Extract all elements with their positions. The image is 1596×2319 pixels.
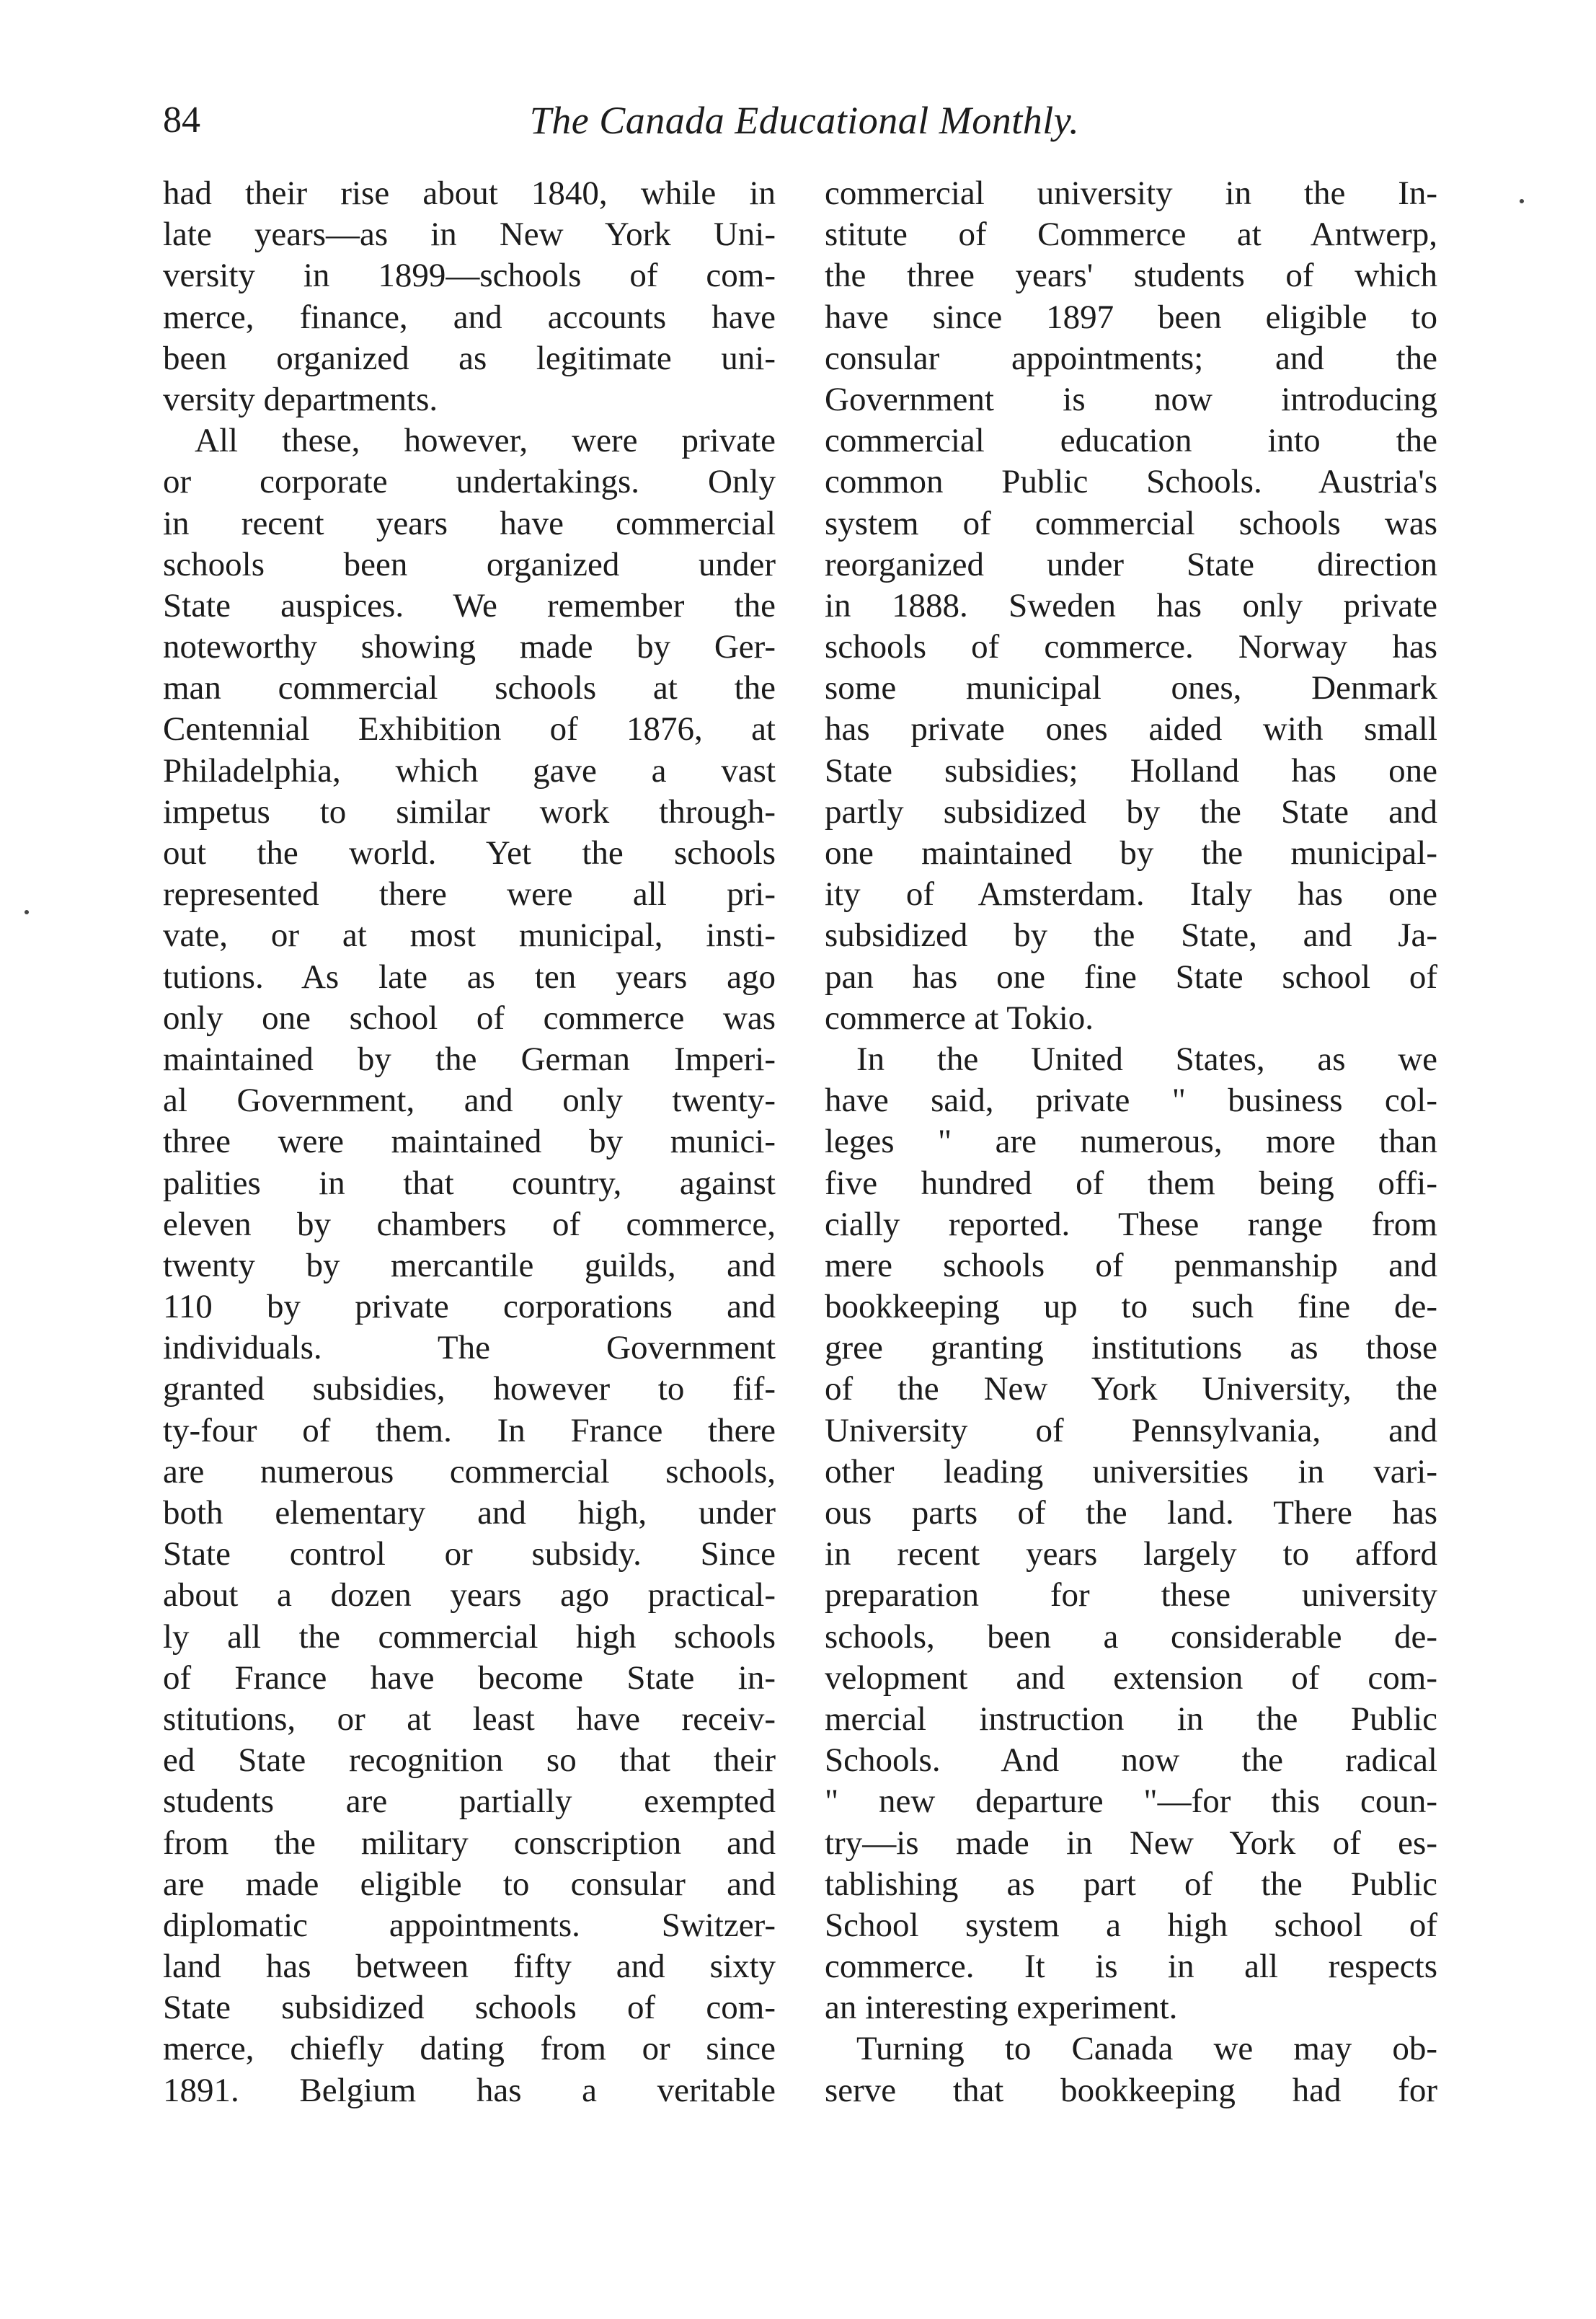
text-line: been organized as legitimate uni- (163, 339, 776, 377)
text-line: In the United States, as we (856, 1040, 1437, 1078)
text-line: schools of commerce. Norway has (825, 628, 1437, 666)
text-line: preparation for these university (825, 1576, 1437, 1615)
text-line: serve that bookkeeping had for (825, 2071, 1437, 2109)
text-line: or corporate undertakings. Only (163, 463, 776, 501)
text-line: reorganized under State direction (825, 545, 1437, 583)
text-line: 110 by private corporations and (163, 1288, 776, 1326)
running-title: The Canada Educational Monthly. (529, 99, 1080, 142)
text-line: have said, private " business col- (825, 1082, 1437, 1120)
text-line: five hundred of them being offi- (825, 1164, 1437, 1202)
text-line: commerce. It is in all respects (825, 1948, 1437, 1986)
text-line: other leading universities in vari- (825, 1452, 1437, 1490)
text-line: partly subsidized by the State and (825, 792, 1437, 831)
text-line: versity in 1899—schools of com- (163, 257, 776, 295)
text-line: about a dozen years ago practical- (163, 1576, 776, 1615)
text-line: commerce at Tokio. (825, 999, 1094, 1037)
text-line: are numerous commercial schools, (163, 1452, 776, 1490)
text-line: al Government, and only twenty- (163, 1082, 776, 1120)
text-line: School system a high school of (825, 1906, 1437, 1944)
text-line: ous parts of the land. There has (825, 1494, 1437, 1532)
left-column (163, 173, 776, 2111)
text-line: All these, however, were private (195, 422, 776, 460)
text-line: maintained by the German Imperi- (163, 1040, 776, 1078)
text-line: schools been organized under (163, 545, 776, 583)
text-line: vate, or at most municipal, insti- (163, 916, 776, 955)
page-header (163, 88, 1446, 153)
text-line: commercial education into the (825, 422, 1437, 460)
text-line: stitutions, or at least have receiv- (163, 1700, 776, 1738)
text-line: palities in that country, against (163, 1164, 776, 1202)
text-line: noteworthy showing made by Ger- (163, 628, 776, 666)
text-line: bookkeeping up to such fine de- (825, 1288, 1437, 1326)
text-line: both elementary and high, under (163, 1494, 776, 1532)
text-line: 1891. Belgium has a veritable (163, 2071, 776, 2109)
scan-speck (1520, 199, 1524, 203)
text-line: commercial university in the In- (825, 175, 1437, 212)
text-line: schools, been a considerable de- (825, 1617, 1437, 1656)
text-line: common Public Schools. Austria's (825, 463, 1437, 501)
text-line: only one school of commerce was (163, 999, 776, 1037)
text-line: impetus to similar work through- (163, 792, 776, 831)
text-line: subsidized by the State, and Ja- (825, 916, 1437, 955)
text-line: twenty by mercantile guilds, and (163, 1246, 776, 1284)
text-line: pan has one fine State school of (825, 958, 1437, 996)
text-line: leges " are numerous, more than (825, 1123, 1437, 1161)
text-line: merce, finance, and accounts have (163, 298, 776, 336)
text-line: versity departments. (163, 380, 438, 418)
text-line: individuals. The Government (163, 1329, 776, 1367)
text-line: consular appointments; and the (825, 339, 1437, 377)
text-line: Government is now introducing (825, 380, 1437, 418)
text-line: of France have become State in- (163, 1658, 776, 1697)
text-line: have since 1897 been eligible to (825, 298, 1437, 336)
text-line: the three years' students of which (825, 257, 1437, 295)
text-line: has private ones aided with small (825, 710, 1437, 748)
text-line: tutions. As late as ten years ago (163, 958, 776, 996)
text-line: gree granting institutions as those (825, 1329, 1437, 1367)
text-line: students are partially exempted (163, 1783, 776, 1821)
text-line: land has between fifty and sixty (163, 1948, 776, 1986)
text-line: granted subsidies, however to fif- (163, 1370, 776, 1408)
text-line: eleven by chambers of commerce, (163, 1205, 776, 1243)
text-line: ty-four of them. In France there (163, 1411, 776, 1449)
text-line: Schools. And now the radical (825, 1741, 1437, 1780)
text-line: ly all the commercial high schools (163, 1617, 776, 1656)
text-line: State subsidies; Holland has one (825, 751, 1437, 790)
scan-speck (25, 910, 29, 914)
text-line: State auspices. We remember the (163, 586, 776, 624)
text-line: ed State recognition so that their (163, 1741, 776, 1780)
text-line: merce, chiefly dating from or since (163, 2030, 776, 2068)
text-line: University of Pennsylvania, and (825, 1411, 1437, 1449)
text-line: in 1888. Sweden has only private (825, 586, 1437, 624)
text-line: try—is made in New York of es- (825, 1824, 1437, 1862)
text-line: diplomatic appointments. Switzer- (163, 1906, 776, 1944)
text-line: stitute of Commerce at Antwerp, (825, 216, 1437, 254)
text-line: man commercial schools at the (163, 669, 776, 707)
text-line: out the world. Yet the schools (163, 834, 776, 872)
text-line: of the New York University, the (825, 1370, 1437, 1408)
text-line: Centennial Exhibition of 1876, at (163, 710, 776, 748)
text-line: velopment and extension of com- (825, 1658, 1437, 1697)
text-line: ity of Amsterdam. Italy has one (825, 875, 1437, 914)
text-line: mercial instruction in the Public (825, 1700, 1437, 1738)
text-line: had their rise about 1840, while in (163, 175, 776, 212)
text-line: tablishing as part of the Public (825, 1865, 1437, 1903)
text-line: in recent years largely to afford (825, 1535, 1437, 1573)
page-number: 84 (163, 100, 200, 141)
text-line: one maintained by the municipal- (825, 834, 1437, 872)
text-line: system of commercial schools was (825, 504, 1437, 542)
text-line: an interesting experiment. (825, 1989, 1178, 2027)
text-line: some municipal ones, Denmark (825, 669, 1437, 707)
text-line: State control or subsidy. Since (163, 1535, 776, 1573)
text-line: three were maintained by munici- (163, 1123, 776, 1161)
text-line: mere schools of penmanship and (825, 1246, 1437, 1284)
text-line: State subsidized schools of com- (163, 1989, 776, 2027)
right-column (825, 173, 1437, 2111)
text-line: Turning to Canada we may ob- (856, 2030, 1437, 2068)
text-line: cially reported. These range from (825, 1205, 1437, 1243)
text-line: late years—as in New York Uni- (163, 216, 776, 254)
text-line: from the military conscription and (163, 1824, 776, 1862)
text-line: Philadelphia, which gave a vast (163, 751, 776, 790)
text-line: are made eligible to consular and (163, 1865, 776, 1903)
text-line: represented there were all pri- (163, 875, 776, 914)
text-line: in recent years have commercial (163, 504, 776, 542)
text-line: " new departure "—for this coun- (825, 1783, 1437, 1821)
